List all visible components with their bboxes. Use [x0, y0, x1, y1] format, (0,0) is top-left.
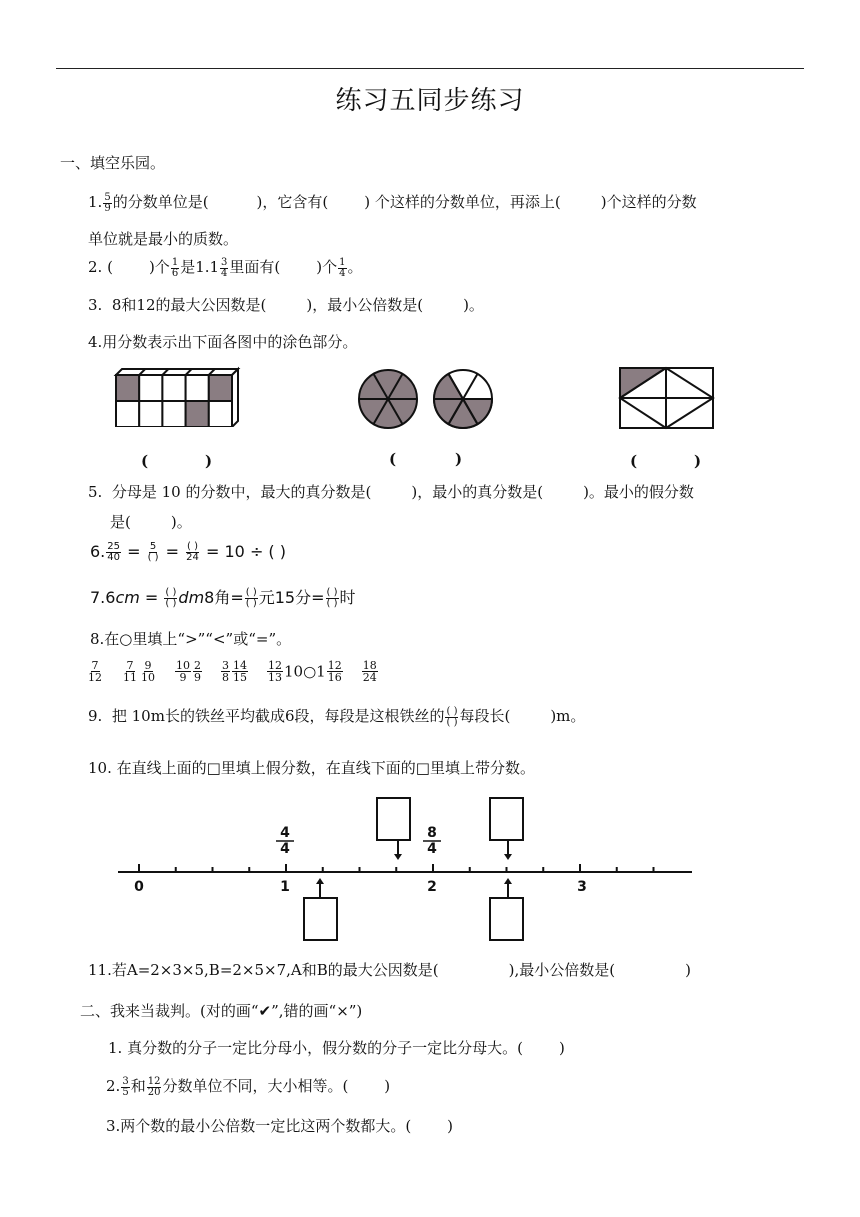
question-3: 3. 8和12的最大公因数是( )，最小公倍数是( )。 — [88, 296, 484, 314]
q4-paren-1-open: ( — [141, 452, 149, 470]
q4-paren-1-close: ) — [205, 452, 213, 470]
question-1-line2: 单位就是最小的质数。 — [88, 230, 239, 248]
question-2: 2. ( )个 $\frac{1}{6}$ 是1.1 $\frac{3}{4}$ 里面有( )个 $\frac{1}{4}$ 。 — [88, 256, 363, 279]
question-11: 11.若A=2×3×5,B=2×5×7,A和B的最大公因数是( ),最小公倍数是( ) — [88, 961, 691, 979]
q4-paren-2-close: ) — [455, 450, 463, 468]
nl-frac-b-num: 8 — [427, 825, 437, 841]
question-9: 9. 把 10m长的铁丝平均截成6段，每段是这根铁丝的 $\frac{( )}{( )}$ 每段长( )m。 — [88, 705, 586, 728]
q4-paren-3-close: ) — [694, 452, 702, 470]
judge-question-3: 3.两个数的最小公倍数一定比这两个数都大。( ) — [106, 1117, 454, 1135]
question-5-line2: 是( )。 — [110, 513, 192, 531]
shaded-circles — [355, 367, 500, 429]
nl-label-0: 0 — [134, 879, 144, 895]
number-line-figure — [110, 790, 700, 950]
question-8: 8.在○里填上“>”“<”或“=”。 — [90, 630, 292, 648]
page-title: 练习五同步练习 — [335, 86, 525, 116]
question-1: 1. $\frac{5}{9}$ 的分数单位是( )，它含有( ) 个这样的分数单位，再添上( )个这样的分数 — [88, 191, 697, 214]
nl-frac-a-den: 4 — [280, 841, 290, 857]
section1-heading: 一、填空乐园。 — [60, 154, 166, 172]
nl-label-3: 3 — [577, 879, 587, 895]
shaded-cube-grid — [110, 365, 242, 427]
question-10: 10. 在直线上面的□里填上假分数，在直线下面的□里填上带分数。 — [88, 759, 535, 777]
question-8-items: $\frac{7}{12}$ $\frac{7}{11}$ $\frac{9}{10}$ $\frac{10}{9}$ $\frac{2}{9}$ $\frac{3}{8}$ $\frac{14}{15}$ $\frac{12}{13}$ 10○1 $\frac{12}{16}$ $\frac{18}{24}$ — [88, 659, 377, 684]
nl-label-1: 1 — [280, 879, 290, 895]
nl-frac-b-den: 4 — [427, 841, 437, 857]
top-rule — [56, 68, 804, 69]
judge-question-1: 1. 真分数的分子一定比分母小，假分数的分子一定比分母大。( ) — [108, 1039, 565, 1057]
q4-paren-2-open: ( — [389, 450, 397, 468]
question-6: 6. $\frac{25}{40}$ = $\frac{5}{( )}$ = $\frac{( )}{24}$ = 10 ÷ ( ) — [90, 541, 286, 563]
shaded-rectangle-diamond — [616, 364, 718, 432]
section2-heading: 二、我来当裁判。(对的画“✔”,错的画“×”) — [80, 1002, 363, 1020]
nl-frac-a-num: 4 — [280, 825, 290, 841]
judge-question-2: 2. $\frac{3}{5}$ 和 $\frac{12}{20}$ 分数单位不同，大小相等。( ) — [106, 1075, 391, 1098]
question-7: 7.6cm = $\frac{( )}{( )}$ dm8角= $\frac{( )}{( )}$ 元15分= $\frac{( )}{( )}$ 时 — [90, 587, 356, 609]
q4-paren-3-open: ( — [630, 452, 638, 470]
nl-label-2: 2 — [427, 879, 437, 895]
question-4: 4.用分数表示出下面各图中的涂色部分。 — [88, 333, 358, 351]
question-5: 5. 分母是 10 的分数中，最大的真分数是( )，最小的真分数是( )。最小的假分数 — [88, 483, 694, 501]
